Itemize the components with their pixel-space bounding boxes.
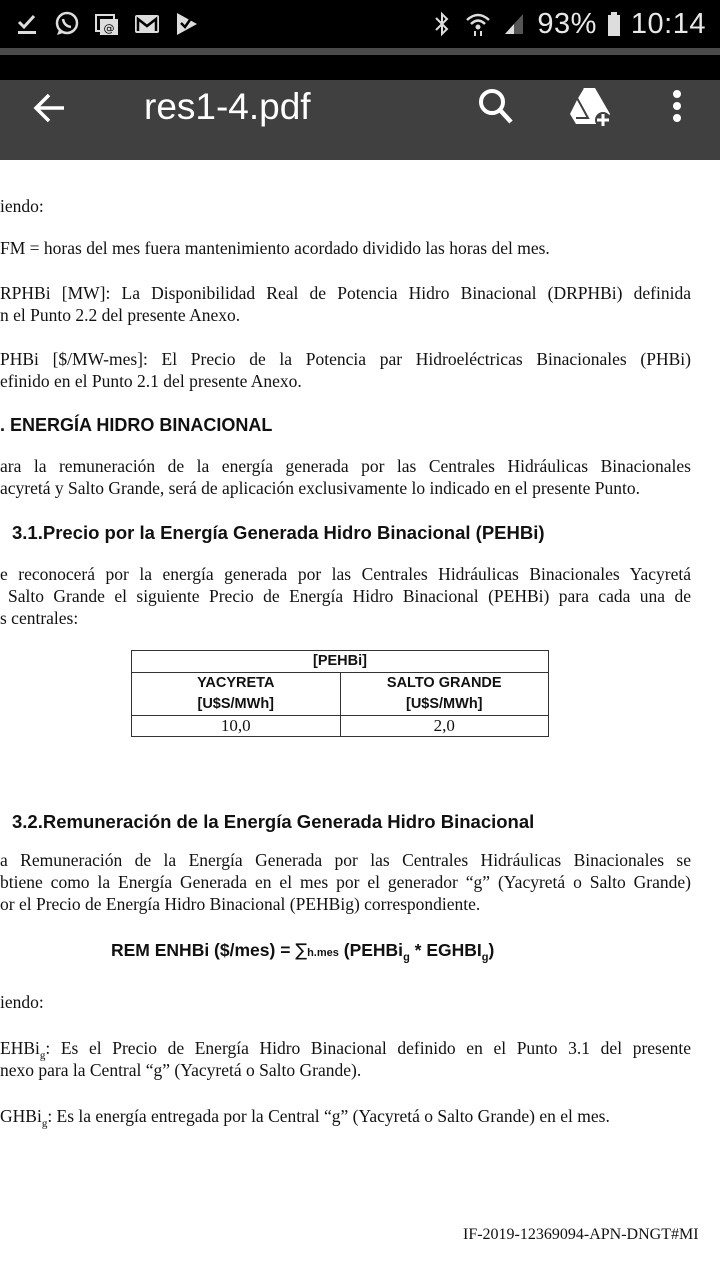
status-divider (0, 48, 720, 55)
add-to-drive-button[interactable] (566, 84, 614, 128)
tasks-icon (174, 11, 200, 37)
paragraph-remuneracion-line2: acyretá y Salto Grande, será de aplicación exclusivamente lo indicado en el presente Punto. (0, 478, 640, 498)
document-footer-id: IF-2019-12369094-APN-DNGT#MI (463, 1226, 699, 1243)
battery-percent: 93% (537, 7, 597, 40)
clock: 10:14 (630, 7, 706, 40)
table-header-yacyreta (132, 673, 341, 716)
formula-rem-enhbi (111, 940, 494, 964)
paragraph-remuneracion-energia-line3: or el Precio de Energía Hidro Binacional (PEHBig) correspondiente. (0, 894, 481, 914)
paragraph-remuneracion-line1: ara la remuneración de la energía generada por las Centrales Hidráulicas Binacionales (0, 456, 691, 476)
more-vert-icon (660, 84, 694, 128)
formula-close: ) (488, 940, 495, 960)
term-pehbi: EHBi (0, 1038, 40, 1058)
table-header-salto-grande (340, 673, 549, 716)
paragraph-phbi-line1: PHBi [$/MW-mes]: El Precio de la Potencia par Hidroeléctricas Binacionales (PHBi) (0, 349, 691, 369)
table-cell-salto-grande-value: 2,0 (340, 716, 549, 737)
drive-add-icon (566, 84, 614, 128)
paragraph-remuneracion-energia-line2: btiene como la Energía Generada en el mes por el generador “g” (Yacyretá o Salto Grande) (0, 872, 691, 892)
column-name: SALTO GRANDE (386, 675, 502, 691)
section-heading-3: . ENERGÍA HIDRO BINACIONAL (0, 415, 273, 435)
document-title: res1-4.pdf (144, 86, 311, 127)
paragraph-drphbi-line1: RPHBi [MW]: La Disponibilidad Real de Potencia Hidro Binacional (DRPHBi) definida (0, 283, 691, 303)
term-definition: : Es la energía entregada por la Central “g” (Yacyretá o Salto Grande) en el mes. (47, 1106, 610, 1126)
section-heading-3-1: 3.1.Precio por la Energía Generada Hidro Binacional (PEHBi) (12, 522, 545, 543)
formula-subscript-g2: g (481, 951, 489, 964)
formula-sum-symbol: ∑ (295, 941, 308, 961)
signal-icon (501, 11, 527, 37)
paragraph-reconocera-line3: s centrales: (0, 608, 79, 628)
system-indicators (429, 4, 706, 44)
arrow-left-icon (32, 90, 68, 126)
status-bar (0, 0, 720, 48)
paragraph-pehbig-line2: nexo para la Central “g” (Yacyretá o Salto Grande). (0, 1060, 362, 1080)
app-toolbar (0, 80, 720, 160)
notification-icons (14, 8, 200, 40)
svg-text:@: @ (103, 22, 115, 35)
formula-lhs: REM ENHBi ($/mes) = (111, 940, 296, 960)
checkmark-download-icon (14, 11, 40, 37)
paragraph-fm: FM = horas del mes fuera mantenimiento acordado dividido las horas del mes. (0, 238, 550, 258)
paragraph-drphbi-line2: n el Punto 2.2 del presente Anexo. (0, 305, 241, 325)
column-unit: [U$S/MWh] (405, 696, 483, 712)
more-options-button[interactable] (660, 84, 694, 128)
formula-subscript-g1: g (403, 951, 410, 964)
section-heading-3-2: 3.2.Remuneración de la Energía Generada Hidro Binacional (12, 811, 535, 832)
wifi-icon (465, 11, 491, 37)
paragraph-reconocera-line2: Salto Grande el siguiente Precio de Energía Hidro Binacional (PEHBi) para cada una de (8, 586, 691, 606)
search-button[interactable] (474, 84, 518, 128)
formula-open: (PEHBi (338, 940, 404, 960)
column-name: YACYRETA (197, 675, 275, 691)
status-spacer (0, 55, 720, 80)
column-unit: [U$S/MWh] (197, 696, 274, 712)
formula-mid: * EGHBI (409, 940, 482, 960)
search-icon (474, 84, 518, 128)
battery-icon (607, 11, 621, 37)
term-subscript-g: g (39, 1049, 46, 1062)
paragraph-reconocera-line1: e reconocerá por la energía generada por las Centrales Hidráulicas Binacionales Yacyretá (0, 564, 691, 584)
paragraph-siendo: iendo: (0, 196, 44, 216)
term-definition: : Es el Precio de Energía Hidro Binacional definido en el Punto 3.1 del presente (45, 1038, 691, 1058)
whatsapp-icon (54, 11, 80, 37)
paragraph-phbi-line2: efinido en el Punto 2.1 del presente Anexo. (0, 371, 302, 391)
paragraph-siendo-2: iendo: (0, 992, 44, 1012)
pdf-page[interactable] (0, 160, 720, 1280)
table-title: [PEHBi] (132, 651, 549, 673)
paragraph-remuneracion-energia-line1: a Remuneración de la Energía Generada por las Centrales Hidráulicas Binacionales se (0, 850, 691, 870)
term-subscript-g: g (41, 1117, 48, 1130)
gmail-icon (134, 11, 160, 37)
paragraph-eghbig (0, 1105, 610, 1135)
table-cell-yacyreta-value: 10,0 (132, 716, 341, 737)
term-eghbi: GHBi (0, 1106, 42, 1126)
pehbi-table (131, 650, 549, 737)
back-button[interactable] (28, 86, 72, 130)
bluetooth-icon (429, 11, 455, 37)
email-app-icon (94, 11, 120, 37)
formula-sum-subscript: h.mes (307, 947, 339, 959)
